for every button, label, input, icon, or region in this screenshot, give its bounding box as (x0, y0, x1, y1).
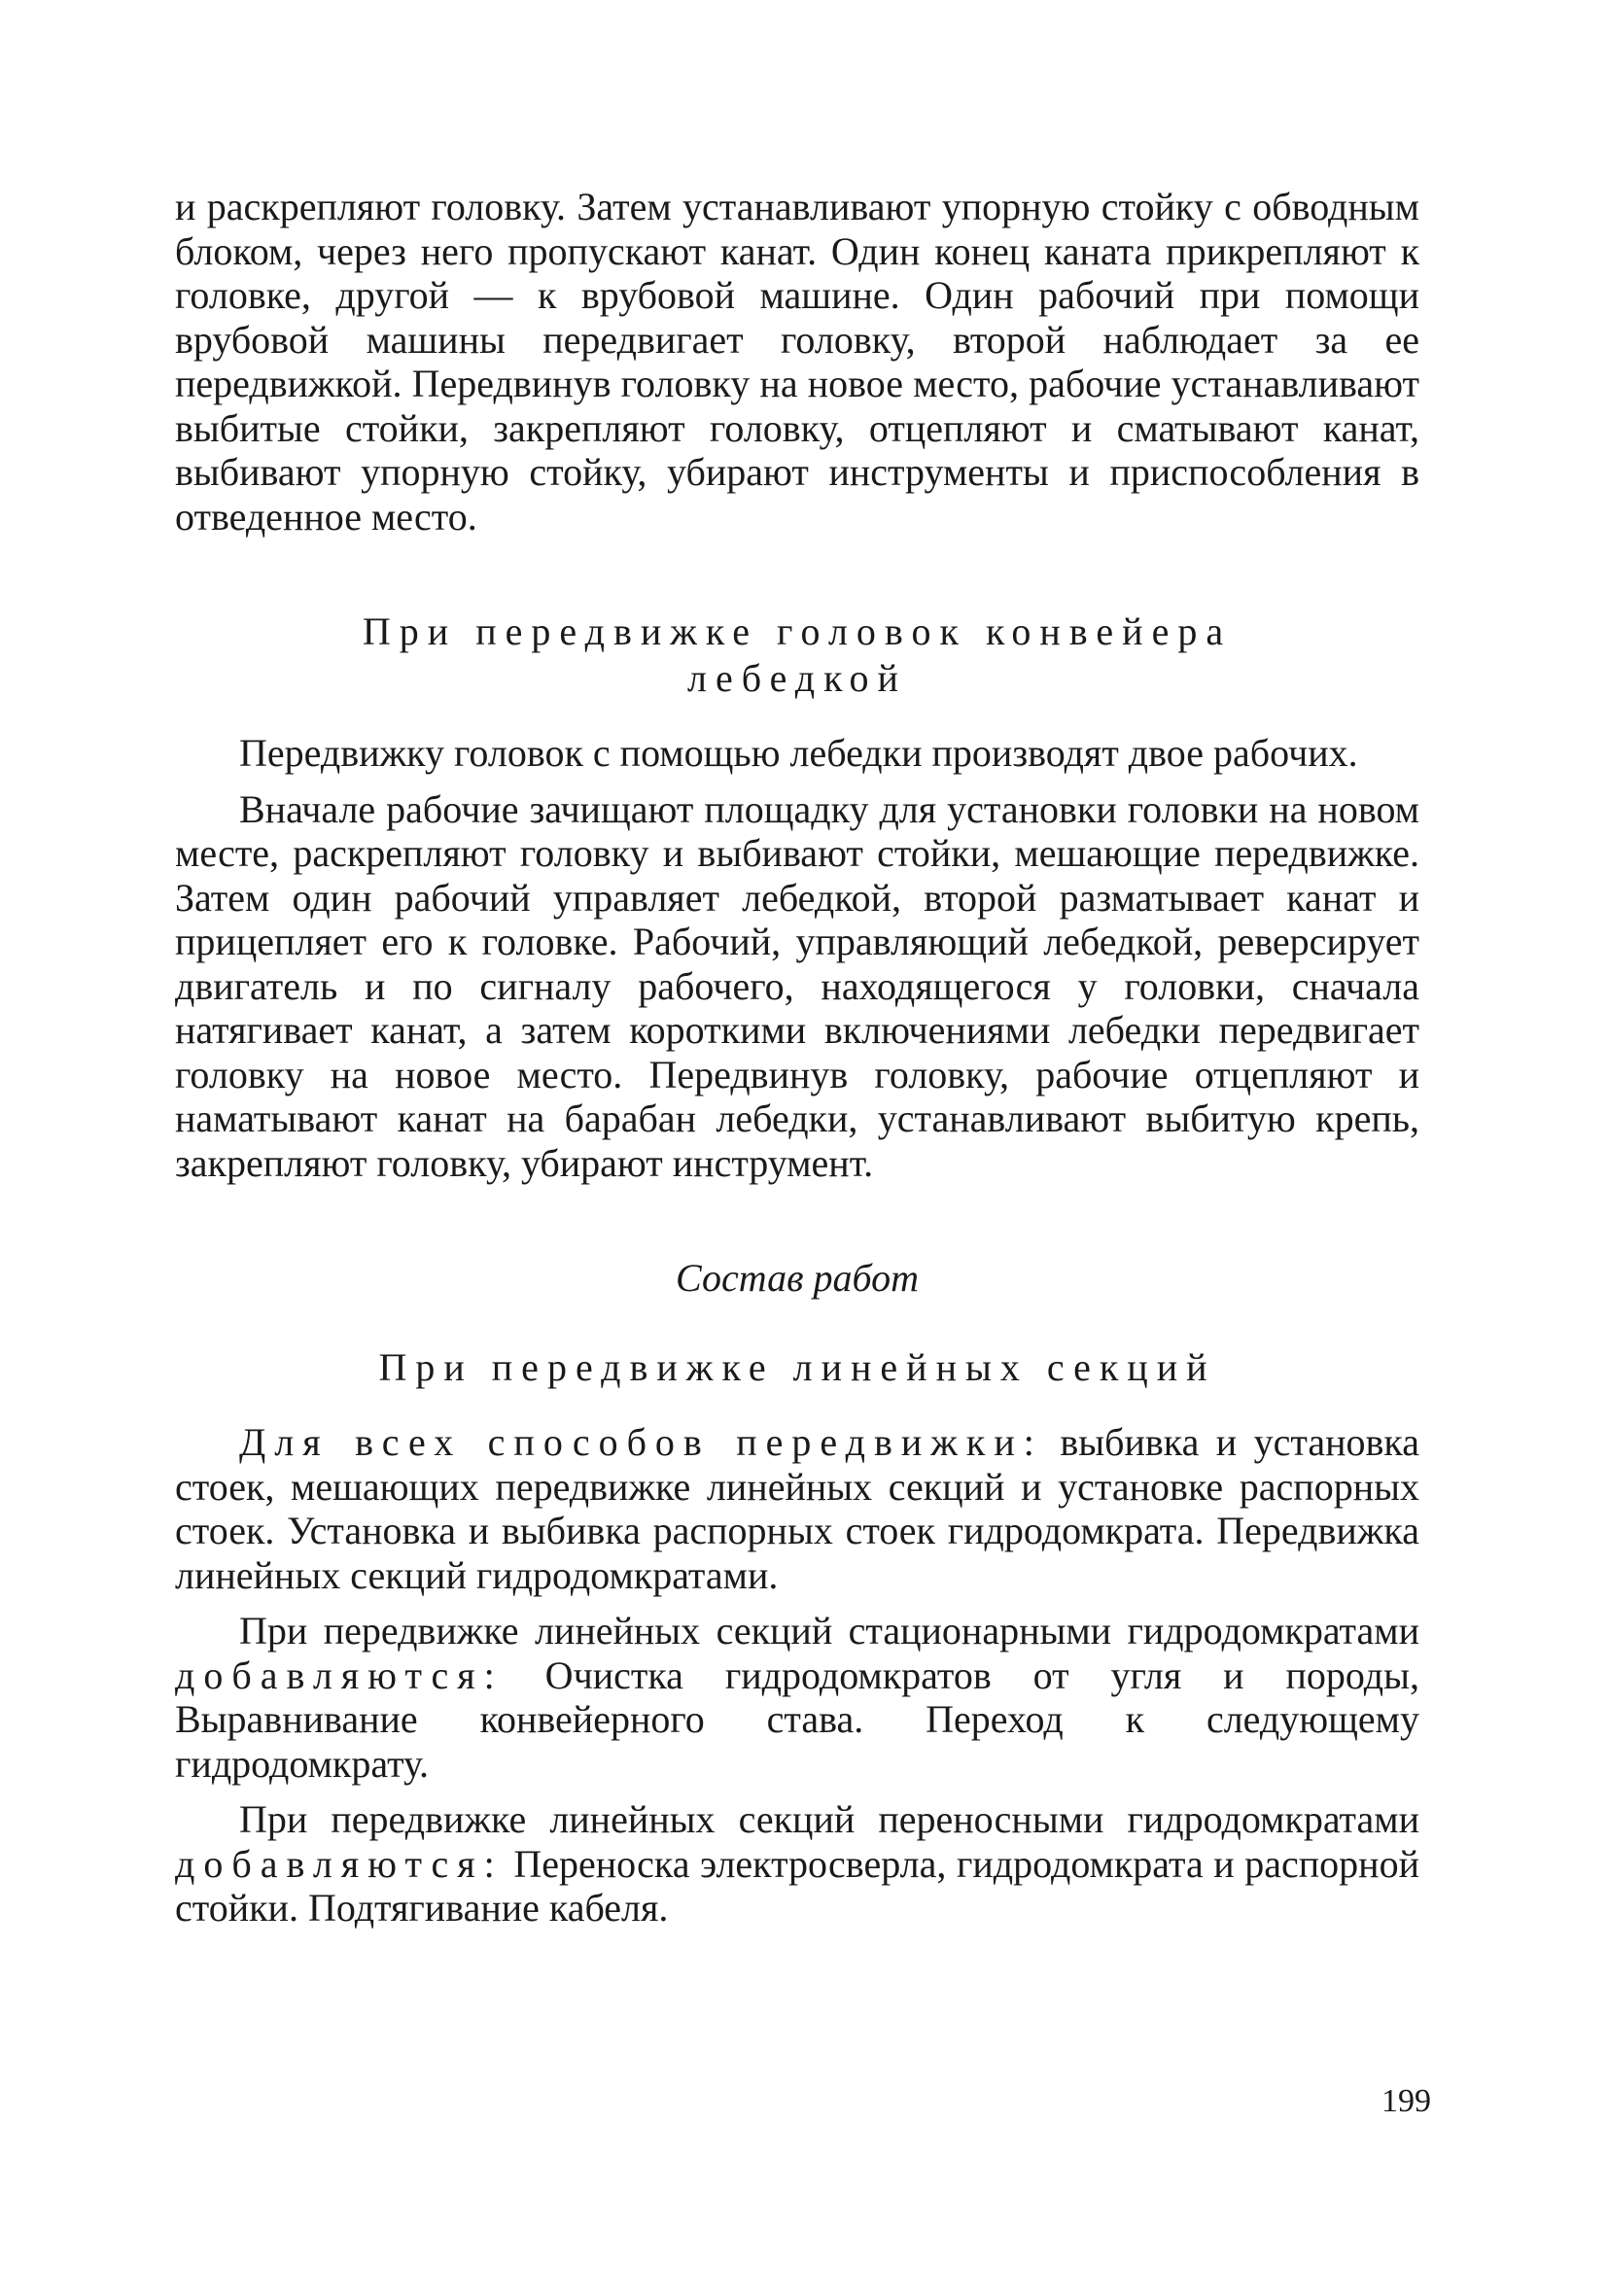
composition-p3-start: При передвижке линейных секций переносными гидродомкратами (239, 1797, 1419, 1841)
section-heading-winch-line2: лебедкой (687, 656, 907, 700)
page-number: 199 (1381, 2083, 1431, 2119)
intro-paragraph: и раскрепляют головку. Затем устанавливают упорную стойку с обводным блоком, через него пропускают канат. Один конец каната прикрепляют к головке, другой — к врубовой машине. Один рабочий при помощи врубовой машины передвигает головку, второй наблюдает за ее передвижкой. Передвинув головку на новое место, рабочие устанавливают выбитые стойки, закрепляют головку, отцепляют и сматывают канат, выбивают упорную стойку, убирают инструменты и приспособления в отведенное место. (175, 185, 1419, 539)
spacer (175, 1185, 1419, 1255)
composition-paragraph-2 (175, 1609, 1419, 1786)
section-heading-winch-line1: При передвижке головок конвейера (362, 609, 1233, 653)
composition-paragraph-1 (175, 1420, 1419, 1597)
composition-paragraph-3 (175, 1797, 1419, 1931)
spacer (175, 539, 1419, 609)
composition-p3-spaced: добавляются: (175, 1841, 504, 1886)
spacer (175, 1597, 1419, 1609)
winch-paragraph-2: Вначале рабочие зачищают площадку для установки головки на новом месте, раскрепляют головку и выбивают стойки, мешающие передвижке. Затем один рабочий управляет лебедкой, второй разматывает канат и прицепляет его к головке. Рабочий, управляющий лебедкой, реверсирует двигатель и по сигналу рабочего, находящегося у головки, сначала натягивает канат, а затем короткими включениями лебедки передвигает головку на новое место. Передвинув головку, рабочие отцепляют и наматывают канат на барабан лебедки, устанавливают выбитую крепь, закрепляют головку, убирают инструмент. (175, 786, 1419, 1185)
composition-p2-end: Очистка гидродомкратов от угля и породы, Выравнивание конвейерного става. Переход к следующему гидродомкрату. (175, 1652, 1419, 1786)
spacer (175, 776, 1419, 787)
composition-section-heading: При передвижке линейных секций (378, 1345, 1216, 1389)
page-body (175, 185, 1419, 1931)
spacer (175, 1391, 1419, 1420)
spacer (175, 702, 1419, 731)
spacer (175, 1302, 1419, 1344)
composition-p1-text: выбивка и установка стоек, мешающих передвижке линейных секций и установке распорных стоек. Установка и выбивка распорных стоек гидродомкрата. Передвижка линейных секций гидродомкратами. (175, 1420, 1419, 1597)
composition-p2-start: При передвижке линейных секций стационарными гидродомкратами (239, 1609, 1419, 1652)
composition-p1-lead: Для всех способов передвижки: (239, 1420, 1043, 1464)
spacer (175, 1786, 1419, 1797)
composition-italic-heading: Состав работ (676, 1256, 919, 1300)
composition-p2-spaced: добавляются: (175, 1652, 504, 1697)
composition-p3-end: Переноска электросверла, гидродомкрата и распорной стойки. Подтягивание кабеля. (175, 1841, 1419, 1930)
winch-paragraph-1: Передвижку головок с помощью лебедки производят двое рабочих. (239, 731, 1358, 775)
